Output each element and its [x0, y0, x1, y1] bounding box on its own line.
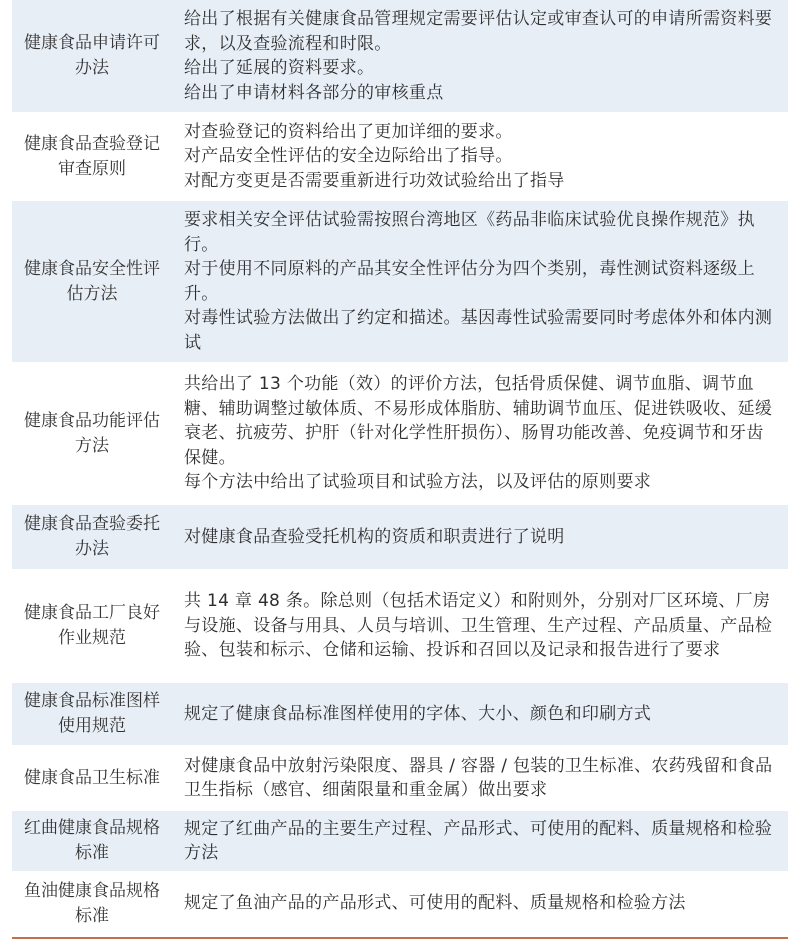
regulation-name: 红曲健康食品规格标准 [24, 818, 160, 863]
table-row [12, 572, 788, 683]
regulation-name: 鱼油健康食品规格标准 [24, 880, 160, 926]
regulation-description [172, 115, 788, 198]
description-line: 规定了红曲产品的主要生产过程、产品形式、可使用的配料、质量规格和检验方法 [184, 818, 773, 863]
regulation-description [172, 505, 788, 569]
table-row [12, 0, 788, 115]
regulation-name: 健康食品申请许可办法 [24, 33, 160, 78]
table-row [12, 811, 788, 874]
description-line: 共 14 章 48 条。除总则（包括术语定义）和附则外，分别对厂区环境、厂房与设施、设备与用具、人员与培训、卫生管理、生产过程、产品质量、产品检验、包装和标示、仓储和运输、投诉和召回以及记录和报告进行了要求 [184, 591, 773, 661]
regulation-description [172, 365, 788, 502]
regulation-description [172, 572, 788, 680]
description-line: 规定了鱼油产品的产品形式、可使用的配料、质量规格和检验方法 [184, 893, 686, 914]
description-line: 对健康食品查验受托机构的资质和职责进行了说明 [184, 526, 565, 547]
regulation-name: 健康食品功能评估方法 [24, 410, 160, 456]
table-row [12, 201, 788, 365]
description-line: 共给出了 13 个功能（效）的评价方法，包括骨质保健、调节血脂、调节血糖、辅助调整过敏体质、不易形成体脂肪、辅助调节血压、促进铁吸收、延缓衰老、抗疲劳、护肝（针对化学性肝损伤）、肠胃功能改善、免疫调节和牙齿保健。 [184, 374, 773, 468]
regulation-name: 健康食品工厂良好作业规范 [24, 603, 160, 648]
regulation-description [172, 201, 788, 362]
regulation-description [172, 0, 788, 112]
regulation-name: 健康食品卫生标准 [24, 767, 160, 788]
table-bottom-rule [12, 937, 788, 939]
description-line: 对于使用不同原料的产品其安全性评估分为四个类别，毒性测试资料逐级上升。 [184, 259, 755, 304]
description-line: 给出了延展的资料要求。 [184, 58, 375, 78]
table-row [12, 874, 788, 936]
description-line: 给出了根据有关健康食品管理规定需要评估认定或审查认可的申请所需资料要求，以及查验流程和时限。 [184, 9, 773, 54]
table-row [12, 748, 788, 811]
regulation-name: 健康食品查验委托办法 [24, 514, 160, 559]
description-line: 每个方法中给出了试验项目和试验方法，以及评估的原则要求 [184, 472, 652, 493]
description-line: 要求相关安全评估试验需按照台湾地区《药品非临床试验优良操作规范》执行。 [184, 210, 755, 255]
regulation-name: 健康食品标准图样使用规范 [24, 691, 160, 736]
regulation-description [172, 683, 788, 745]
regulation-description [172, 811, 788, 871]
description-line: 给出了申请材料各部分的审核重点 [184, 82, 444, 103]
table-row [12, 505, 788, 572]
description-line: 对产品安全性评估的安全边际给出了指导。 [184, 146, 513, 167]
regulation-description [172, 748, 788, 808]
description-line: 对毒性试验方法做出了约定和描述。基因毒性试验需要同时考虑体外和体内测试 [184, 308, 773, 353]
regulation-name: 健康食品查验登记审查原则 [24, 133, 160, 179]
regulation-name: 健康食品安全性评估方法 [24, 258, 160, 304]
table-row [12, 115, 788, 201]
regulation-table [12, 0, 788, 936]
description-line: 规定了健康食品标准图样使用的字体、大小、颜色和印刷方式 [184, 703, 652, 724]
table-row [12, 683, 788, 748]
description-line: 对健康食品中放射污染限度、器具 / 容器 / 包装的卫生标准、农药残留和食品卫生指标（感官、细菌限量和重金属）做出要求 [184, 755, 773, 800]
regulation-description [172, 874, 788, 933]
description-line: 对配方变更是否需要重新进行功效试验给出了指导 [184, 170, 565, 191]
table-row [12, 365, 788, 505]
description-line: 对查验登记的资料给出了更加详细的要求。 [184, 121, 513, 142]
